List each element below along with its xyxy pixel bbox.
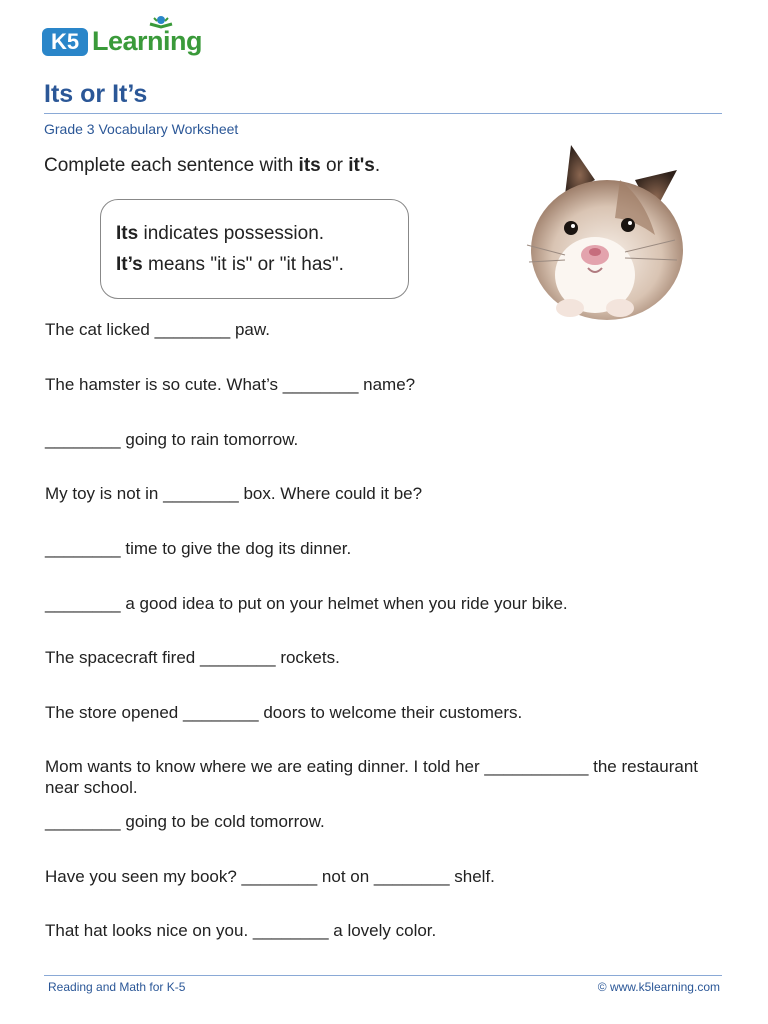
- footer-divider: [44, 975, 722, 976]
- header-divider: [44, 113, 722, 114]
- rule-term-its-apostrophe: It’s: [116, 254, 143, 275]
- rule-term-its: Its: [116, 223, 139, 244]
- rule-line-its-apostrophe: [116, 249, 408, 280]
- instruction-word-its-apostrophe: it's: [348, 155, 375, 176]
- question-5: ________ time to give the dog its dinner.: [45, 539, 352, 558]
- footer-website-link[interactable]: © www.k5learning.com: [597, 980, 720, 994]
- question-4: My toy is not in ________ box. Where could it be?: [45, 484, 423, 503]
- instruction-text: [44, 155, 380, 177]
- question-6: ________ a good idea to put on your helmet when you ride your bike.: [45, 594, 568, 613]
- question-10: ________ going to be cold tomorrow.: [45, 812, 325, 831]
- logo-wordmark: Learning: [92, 26, 203, 56]
- rule-line-its: [116, 218, 408, 249]
- question-12: That hat looks nice on you. ________ a lovely color.: [45, 921, 437, 940]
- rule-box: [100, 199, 409, 299]
- page-subtitle: Grade 3 Vocabulary Worksheet: [44, 121, 239, 137]
- question-3: ________ going to rain tomorrow.: [45, 430, 299, 449]
- question-9: Mom wants to know where we are eating dinner. I told her ___________ the restaurant near school.: [45, 757, 699, 797]
- logo-k5-badge: K5: [42, 28, 88, 56]
- question-8: The store opened ________ doors to welcome their customers.: [45, 703, 523, 722]
- question-1: The cat licked ________ paw.: [45, 320, 270, 339]
- k5-learning-logo: [42, 14, 212, 60]
- instruction-mid: or: [320, 155, 349, 176]
- instruction-prefix: Complete each sentence with: [44, 155, 299, 176]
- instruction-word-its: its: [298, 155, 321, 176]
- footer-tagline: Reading and Math for K-5: [48, 980, 186, 994]
- page-title: Its or It’s: [44, 80, 148, 108]
- hamster-illustration-icon: [525, 140, 695, 325]
- question-2: The hamster is so cute. What’s ________ name?: [45, 375, 416, 394]
- logo-figure-icon: [146, 14, 176, 36]
- rule-definition-its-apostrophe: means "it is" or "it has".: [142, 254, 344, 275]
- question-11: Have you seen my book? ________ not on ________ shelf.: [45, 867, 495, 886]
- rule-definition-its: indicates possession.: [138, 223, 325, 244]
- instruction-suffix: .: [374, 155, 381, 176]
- question-7: The spacecraft fired ________ rockets.: [45, 648, 340, 667]
